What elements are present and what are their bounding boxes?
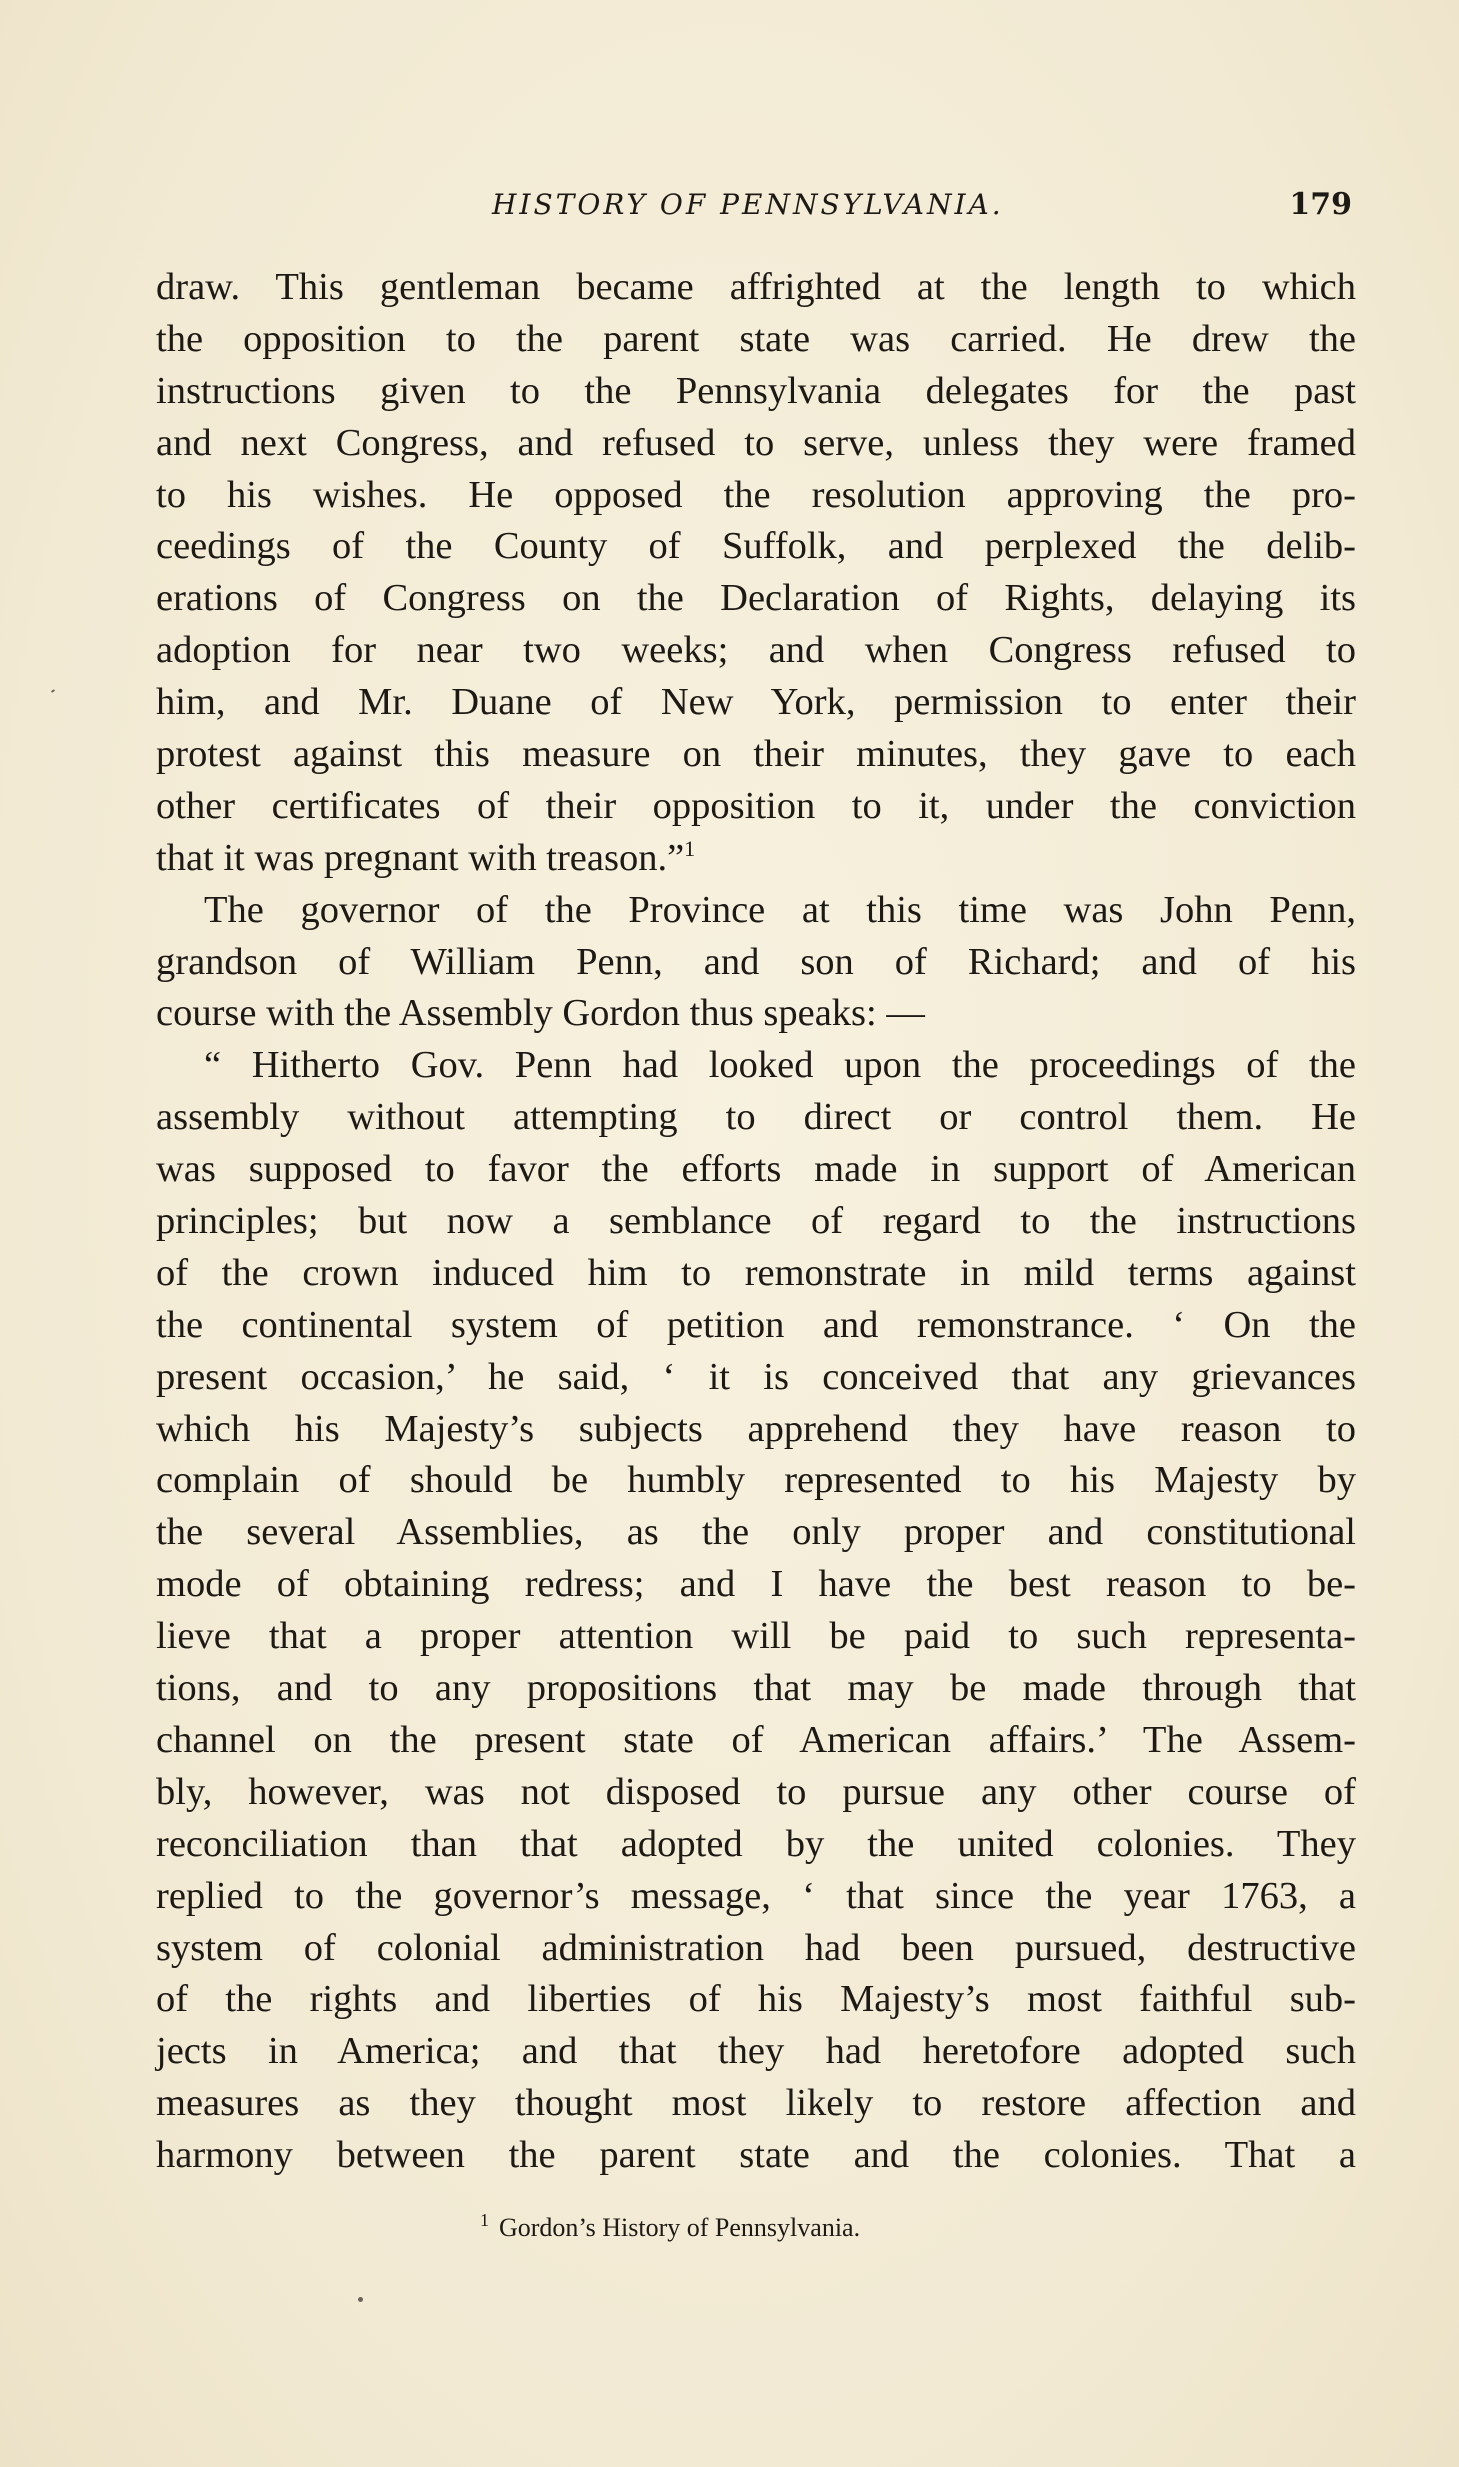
page-number: 179: [1289, 187, 1352, 222]
text-line: ceedings of the County of Suffolk, and perplexed the delib-: [156, 525, 1356, 568]
text-line: erations of Congress on the Declaration of Rights, delaying its: [156, 577, 1356, 620]
text-line: the continental system of petition and remonstrance. ‘ On the: [156, 1303, 1356, 1346]
text-line: assembly without attempting to direct or control them. He: [156, 1096, 1356, 1139]
text-line: present occasion,’ he said, ‘ it is conceived that any grievances: [156, 1355, 1356, 1398]
footnote-text: Gordon’s History of Pennsylvania.: [499, 2213, 861, 2242]
text-line: channel on the present state of American affairs.’ The Assem-: [156, 1718, 1356, 1761]
text-line: mode of obtaining redress; and I have the best reason to be-: [156, 1563, 1356, 1606]
text-line: other certificates of their opposition to it, under the conviction: [156, 784, 1356, 827]
text-line: him, and Mr. Duane of New York, permission to enter their: [156, 681, 1356, 724]
text-line: grandson of William Penn, and son of Richard; and of his: [156, 940, 1356, 983]
text-line: that it was pregnant with treason.”: [156, 836, 685, 879]
text-line: course with the Assembly Gordon thus speaks: —: [156, 992, 925, 1035]
text-line: harmony between the parent state and the colonies. That a: [156, 2134, 1356, 2177]
text-line: the opposition to the parent state was carried. He drew the: [156, 317, 1356, 360]
text-line: was supposed to favor the efforts made in support of American: [156, 1148, 1356, 1191]
text-line: and next Congress, and refused to serve, unless they were framed: [156, 421, 1356, 464]
footnote-marker: 1: [480, 2210, 489, 2231]
paragraph-end-line: [156, 833, 1356, 885]
text-line: instructions given to the Pennsylvania delegates for the past: [156, 369, 1356, 412]
text-line: complain of should be humbly represented to his Majesty by: [156, 1459, 1356, 1502]
footnote-reference[interactable]: 1: [684, 835, 696, 861]
running-head: [492, 185, 1352, 229]
text-line: replied to the governor’s message, ‘ that since the year 1763, a: [156, 1874, 1356, 1917]
paper-speck: [358, 2297, 363, 2302]
text-line: lieve that a proper attention will be paid to such representa-: [156, 1615, 1356, 1658]
text-line: reconciliation than that adopted by the united colonies. They: [156, 1822, 1356, 1865]
footnote: [480, 2210, 860, 2246]
text-line: to his wishes. He opposed the resolution approving the pro-: [156, 473, 1356, 516]
text-line: principles; but now a semblance of regard to the instructions: [156, 1200, 1356, 1243]
text-line: measures as they thought most likely to restore affection and: [156, 2082, 1356, 2125]
text-line: “ Hitherto Gov. Penn had looked upon the proceedings of the: [204, 1044, 1356, 1087]
body-text: [156, 262, 1356, 2182]
text-line: bly, however, was not disposed to pursue any other course of: [156, 1770, 1356, 1813]
text-line: adoption for near two weeks; and when Congress refused to: [156, 629, 1356, 672]
text-line: of the rights and liberties of his Majesty’s most faithful sub-: [156, 1978, 1356, 2021]
text-line: jects in America; and that they had heretofore adopted such: [156, 2030, 1356, 2073]
text-line: draw. This gentleman became affrighted at the length to which: [156, 266, 1356, 308]
paper-speck: [51, 689, 55, 693]
text-line: of the crown induced him to remonstrate in mild terms against: [156, 1251, 1356, 1294]
text-line: system of colonial administration had been pursued, destructive: [156, 1926, 1356, 1969]
text-line: which his Majesty’s subjects apprehend they have reason to: [156, 1407, 1356, 1450]
text-line: The governor of the Province at this time was John Penn,: [204, 888, 1356, 931]
text-line: tions, and to any propositions that may be made through that: [156, 1667, 1356, 1710]
running-title: HISTORY OF PENNSYLVANIA.: [492, 188, 1004, 221]
text-line: protest against this measure on their minutes, they gave to each: [156, 733, 1356, 776]
text-line: the several Assemblies, as the only proper and constitutional: [156, 1511, 1356, 1554]
